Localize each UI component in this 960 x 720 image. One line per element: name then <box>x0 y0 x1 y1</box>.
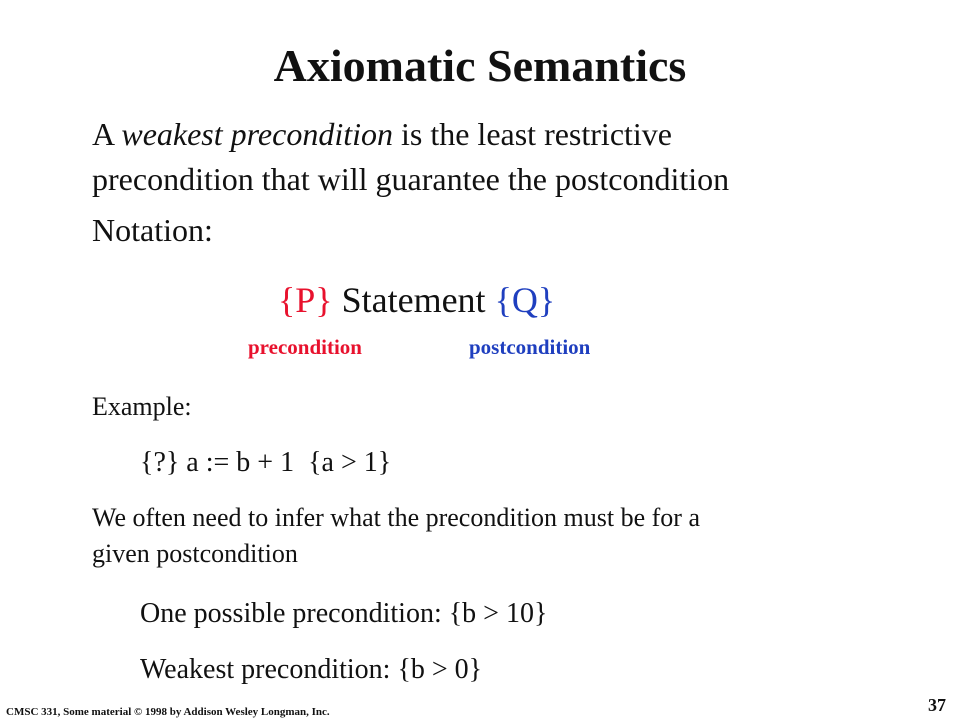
notation-label: Notation: <box>92 212 213 248</box>
possible-precondition: One possible precondition: {b > 10} <box>140 598 548 629</box>
page-number: 37 <box>928 695 946 715</box>
postcondition-label: postcondition <box>469 335 591 359</box>
infer-line-1: We often need to infer what the precondition must be for a <box>92 503 700 532</box>
definition-prefix: A <box>92 116 122 152</box>
slide-title: Axiomatic Semantics <box>273 40 687 91</box>
precondition-symbol: {P} <box>278 280 333 320</box>
footer-credit: CMSC 331, Some material © 1998 by Addison Wesley Longman, Inc. <box>6 706 330 718</box>
precondition-label: precondition <box>248 335 362 359</box>
example-label: Example: <box>92 392 192 421</box>
hoare-triple <box>278 278 555 322</box>
postcondition-symbol: {Q} <box>494 280 556 320</box>
definition-term: weakest precondition <box>121 116 393 152</box>
weakest-precondition: Weakest precondition: {b > 0} <box>140 654 483 685</box>
infer-line-2: given postcondition <box>92 539 298 568</box>
example-code: {?} a := b + 1 {a > 1} <box>140 447 392 478</box>
definition-line-2: precondition that will guarantee the postcondition <box>92 161 730 197</box>
statement-text: Statement <box>332 280 495 320</box>
definition-suffix: is the least restrictive <box>392 116 672 152</box>
definition-line-1 <box>92 114 672 154</box>
